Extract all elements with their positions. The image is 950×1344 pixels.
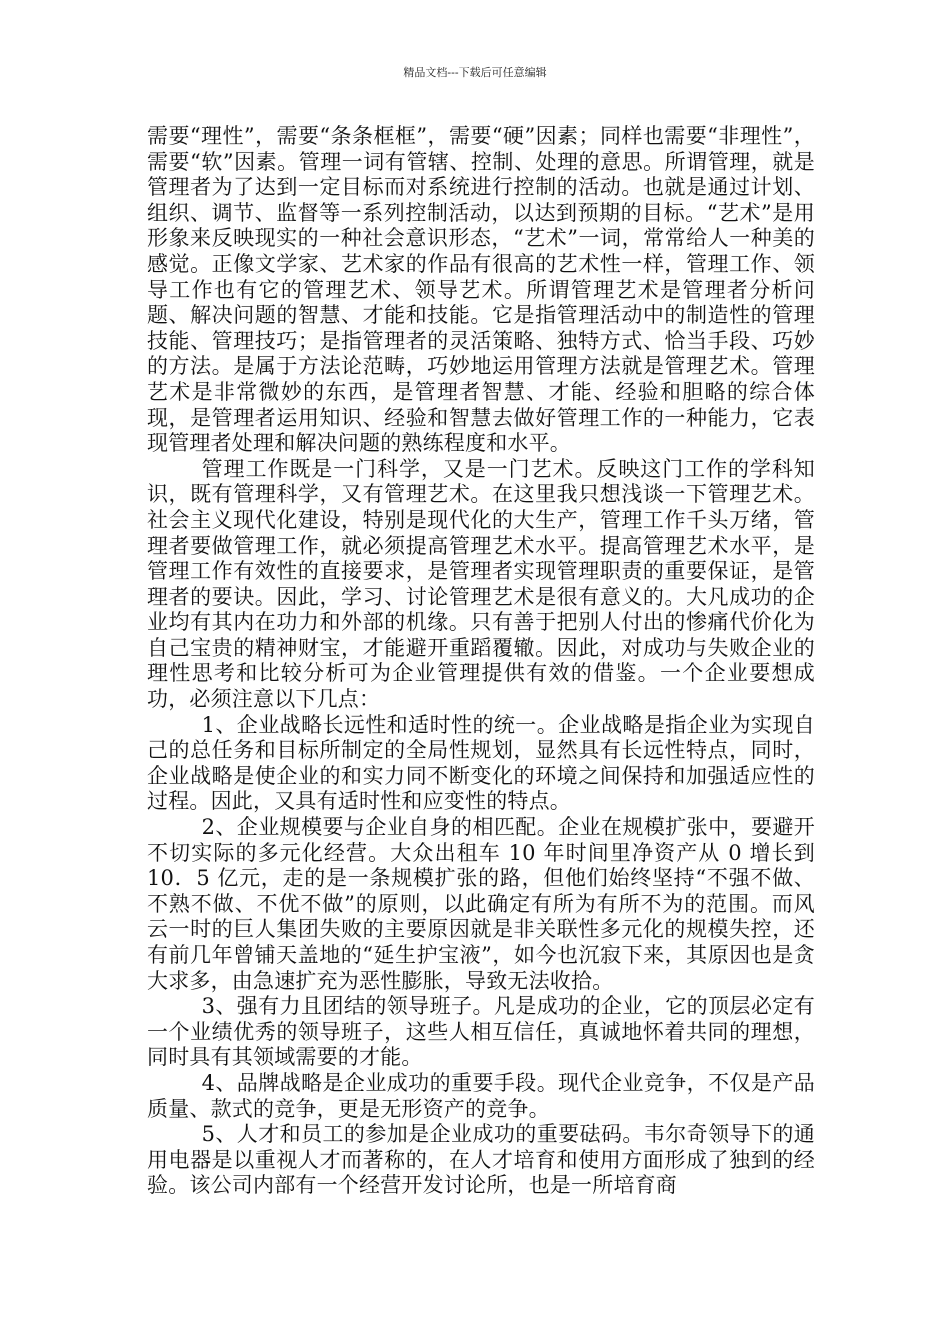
paragraph-point-1: 1、企业战略长远性和适时性的统一。企业战略是指企业为实现自己的总任务和目标所制定的全局性规划，显然具有长远性特点，同时，企业战略是使企业的和实力同不断变化的环境之间保持和加强适应性的过程。因此，又具有适时性和应变性的特点。 [147, 712, 815, 814]
paragraph-point-4: 4、品牌战略是企业成功的重要手段。现代企业竞争，不仅是产品质量、款式的竞争，更是无形资产的竞争。 [147, 1070, 815, 1121]
page-header: 精品文档---下载后可任意编辑 [403, 66, 547, 79]
paragraph-point-2: 2、企业规模要与企业自身的相匹配。企业在规模扩张中，要避开不切实际的多元化经营。大众出租车 10 年时间里净资产从 0 增长到 10．5 亿元，走的是一条规模扩张的路，但他们始终坚持“不强不做、不熟不做、不优不做”的原则，以此确定有所为有所不为的范围。而风云一时的巨人集团失败的主要原因就是非关联性多元化的规模失控，还有前几年曾铺天盖地的“延生护宝液”，如今也沉寂下来，其原因也是贪大求多，由急速扩充为恶性膨胀，导致无法收拾。 [147, 815, 815, 993]
paragraph-continuation: 需要“理性”，需要“条条框框”，需要“硬”因素；同样也需要“非理性”，需要“软”因素。管理一词有管辖、控制、处理的意思。所谓管理，就是管理者为了达到一定目标而对系统进行控制的活动。也就是通过计划、组织、调节、监督等一系列控制活动，以达到预期的目标。“艺术”是用形象来反映现实的一种社会意识形态，“艺术”一词，常常给人一种美的感觉。正像文学家、艺术家的作品有很高的艺术性一样，管理工作、领导工作也有它的管理艺术、领导艺术。所谓管理艺术是管理者分析问题、解决问题的智慧、才能和技能。它是指管理活动中的制造性的管理技能、管理技巧；是指管理者的灵活策略、独特方式、恰当手段、巧妙的方法。是属于方法论范畴，巧妙地运用管理方法就是管理艺术。管理艺术是非常微妙的东西，是管理者智慧、才能、经验和胆略的综合体现，是管理者运用知识、经验和智慧去做好管理工作的一种能力，它表现管理者处理和解决问题的熟练程度和水平。 [147, 124, 815, 456]
document-body [147, 124, 815, 1199]
paragraph-point-5: 5、人才和员工的参加是企业成功的重要砝码。韦尔奇领导下的通用电器是以重视人才而著称的，在人才培育和使用方面形成了独到的经验。该公司内部有一个经营开发讨论所，也是一所培育商 [147, 1122, 815, 1198]
paragraph-management-art: 管理工作既是一门科学，又是一门艺术。反映这门工作的学科知识，既有管理科学，又有管理艺术。在这里我只想浅谈一下管理艺术。社会主义现代化建设，特别是现代化的大生产，管理工作千头万绪，管理者要做管理工作，就必须提高管理艺术水平。提高管理艺术水平，是管理工作有效性的直接要求，是管理者实现管理职责的重要保证，是管理者的要诀。因此，学习、讨论管理艺术是很有意义的。大凡成功的企业均有其内在功力和外部的机缘。只有善于把别人付出的惨痛代价化为自己宝贵的精神财宝，才能避开重蹈覆辙。因此，对成功与失败企业的理性思考和比较分析可为企业管理提供有效的借鉴。一个企业要想成功，必须注意以下几点： [147, 456, 815, 712]
paragraph-point-3: 3、强有力且团结的领导班子。凡是成功的企业，它的顶层必定有一个业绩优秀的领导班子，这些人相互信任，真诚地怀着共同的理想，同时具有其领域需要的才能。 [147, 994, 815, 1070]
